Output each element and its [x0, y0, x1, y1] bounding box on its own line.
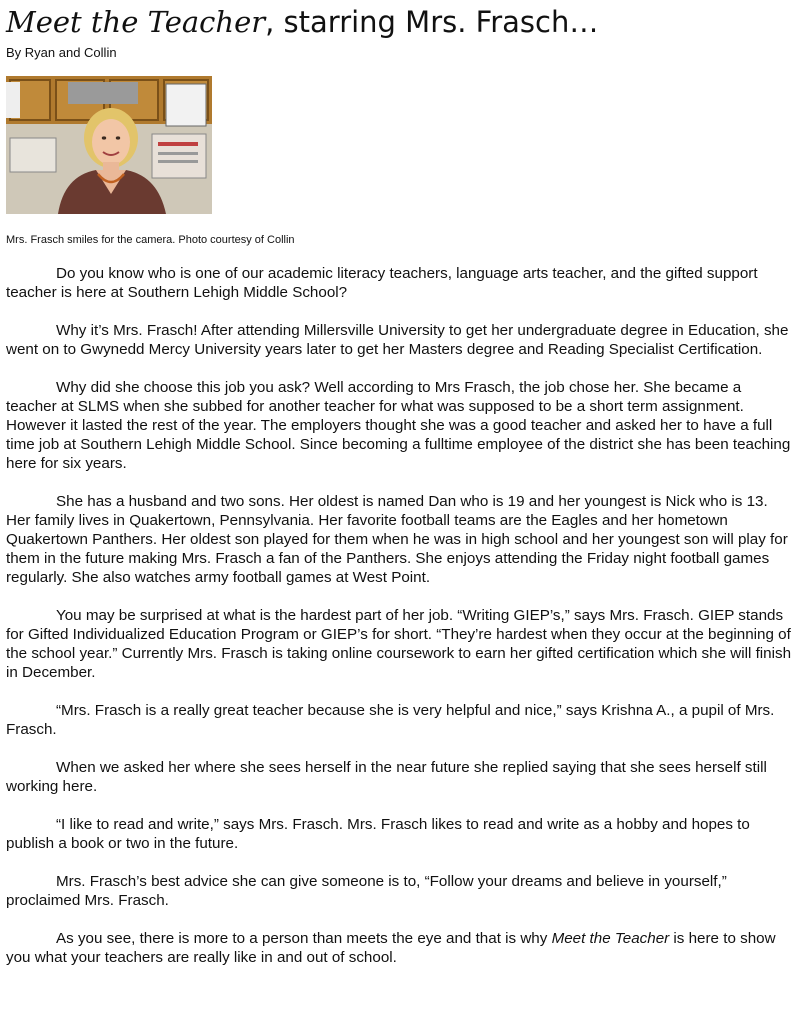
photo-caption: Mrs. Frasch smiles for the camera. Photo courtesy of Collin [6, 234, 295, 246]
closing-paragraph [6, 929, 792, 967]
paragraph: “Mrs. Frasch is a really great teacher because she is very helpful and nice,” says Krishna A., a pupil of Mrs. Frasch. [6, 702, 775, 738]
title-rest: , starring Mrs. Frasch… [265, 5, 599, 39]
teacher-photo [6, 76, 212, 214]
closing-before: As you see, there is more to a person than meets the eye and that is why [56, 930, 552, 947]
paragraph: You may be surprised at what is the hardest part of her job. “Writing GIEP’s,” says Mrs. Frasch. GIEP stands for Gifted Individualized Education Program or GIEP’s for short. “They’re hardest when they occur at the beginning of the school year.” Currently Mrs. Frasch is taking online coursework to earn her gifted certification which she will finish in December. [6, 607, 792, 681]
article-body [6, 264, 792, 967]
article-title [6, 2, 598, 43]
paragraph: Do you know who is one of our academic literacy teachers, language arts teacher, and the gifted support teacher is here at Southern Lehigh Middle School? [6, 265, 758, 301]
paragraph: When we asked her where she sees herself in the near future she replied saying that she sees herself still working here. [6, 759, 767, 795]
paragraph: “I like to read and write,” says Mrs. Frasch. Mrs. Frasch likes to read and write as a hobby and hopes to publish a book or two in the future. [6, 816, 750, 852]
title-italic: Meet the Teacher [6, 5, 266, 39]
paragraph: Why did she choose this job you ask? Well according to Mrs Frasch, the job chose her. She became a teacher at SLMS when she subbed for another teacher for what was supposed to be a short term assignment. However it lasted the rest of the year. The employers thought she was a good teacher and asked her to have a full time job at Southern Lehigh Middle School. Since becoming a fulltime employee of the district she has been teaching here for six years. [6, 379, 791, 472]
byline: By Ryan and Collin [6, 45, 117, 60]
paragraph: She has a husband and two sons. Her oldest is named Dan who is 19 and her youngest is Nick who is 13. Her family lives in Quakertown, Pennsylvania. Her favorite football teams are the Eagles and her hometown Quakertown Panthers. Her oldest son played for them when he was in high school and her youngest son will play for them in the future making Mrs. Frasch a fan of the Panthers. She enjoys attending the Friday night football games regularly. She also watches army football games at West Point. [6, 493, 788, 586]
closing-after: is here to show you what your teachers are really like in and out of school. [6, 930, 776, 966]
paragraph: Mrs. Frasch’s best advice she can give someone is to, “Follow your dreams and believe in yourself,” proclaimed Mrs. Frasch. [6, 873, 727, 909]
paragraph: Why it’s Mrs. Frasch! After attending Millersville University to get her undergraduate degree in Education, she went on to Gwynedd Mercy University years later to get her Masters degree and Reading Specialist Certification. [6, 322, 789, 358]
closing-italic: Meet the Teacher [551, 930, 670, 947]
